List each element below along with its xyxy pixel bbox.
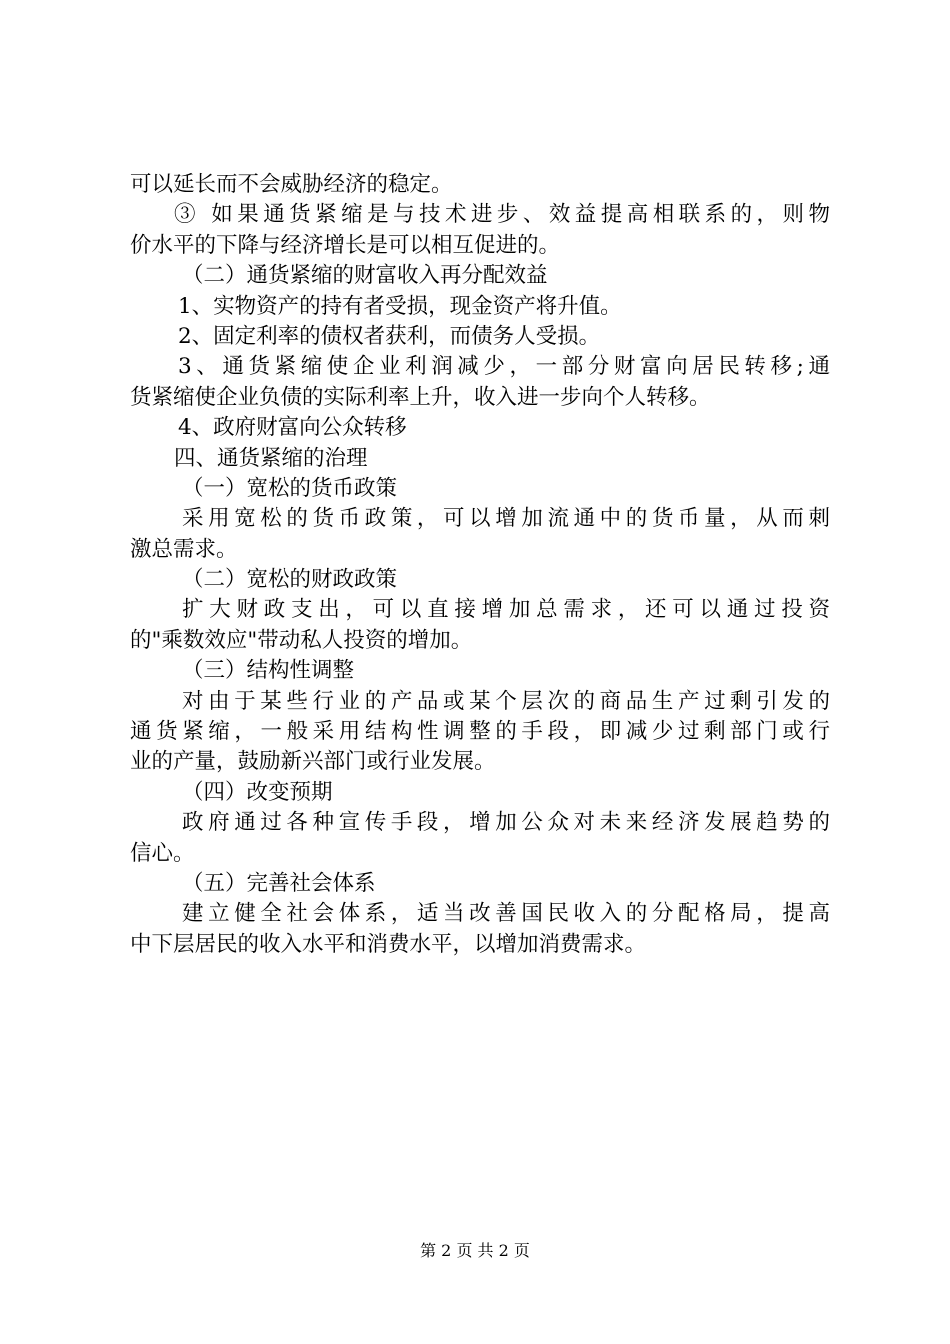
subsection-heading: （三）结构性调整 — [182, 658, 355, 684]
list-item: 3、通货紧缩使企业利润减少，一部分财富向居民转移;通 — [178, 354, 830, 380]
text-line: 价水平的下降与经济增长是可以相互促进的。 — [130, 232, 561, 258]
list-item: 2、固定利率的债权者获利，而债务人受损。 — [178, 323, 601, 349]
list-item: 1、实物资产的持有者受损，现金资产将升值。 — [178, 293, 622, 319]
section-heading: 四、通货紧缩的治理 — [174, 445, 368, 471]
section-heading: （二）通货紧缩的财富收入再分配效益 — [182, 263, 548, 289]
list-item: 4、政府财富向公众转移 — [178, 415, 407, 441]
list-item: 货紧缩使企业负债的实际利率上升，收入进一步向个人转移。 — [130, 384, 711, 410]
text-line: 建立健全社会体系，适当改善国民收入的分配格局，提高 — [182, 901, 830, 927]
subsection-heading: （五）完善社会体系 — [182, 870, 376, 896]
text-line: 中下层居民的收入水平和消费水平，以增加消费需求。 — [130, 931, 647, 957]
text-line: 激总需求。 — [130, 536, 238, 562]
text-line: 通货紧缩，一般采用结构性调整的手段，即减少过剩部门或行 — [130, 719, 830, 745]
text-line: 采用宽松的货币政策，可以增加流通中的货币量，从而刺 — [182, 506, 830, 532]
document-body — [130, 170, 830, 960]
subsection-heading: （一）宽松的货币政策 — [182, 475, 398, 501]
subsection-heading: （四）改变预期 — [182, 779, 333, 805]
text-line: 可以延长而不会威胁经济的稳定。 — [130, 172, 453, 197]
page-number-footer: 第 2 页 共 2 页 — [420, 1241, 530, 1260]
text-line: ③ 如果通货紧缩是与技术进步、效益提高相联系的，则物 — [174, 202, 830, 228]
text-line: 信心。 — [130, 840, 195, 866]
subsection-heading: （二）宽松的财政政策 — [182, 567, 398, 593]
text-line: 业的产量，鼓励新兴部门或行业发展。 — [130, 749, 496, 775]
text-line: 政府通过各种宣传手段，增加公众对未来经济发展趋势的 — [182, 810, 830, 836]
text-line: 扩大财政支出，可以直接增加总需求，还可以通过投资 — [182, 597, 830, 623]
text-line: 对由于某些行业的产品或某个层次的商品生产过剩引发的 — [182, 688, 830, 714]
text-line: 的"乘数效应"带动私人投资的增加。 — [130, 627, 473, 653]
